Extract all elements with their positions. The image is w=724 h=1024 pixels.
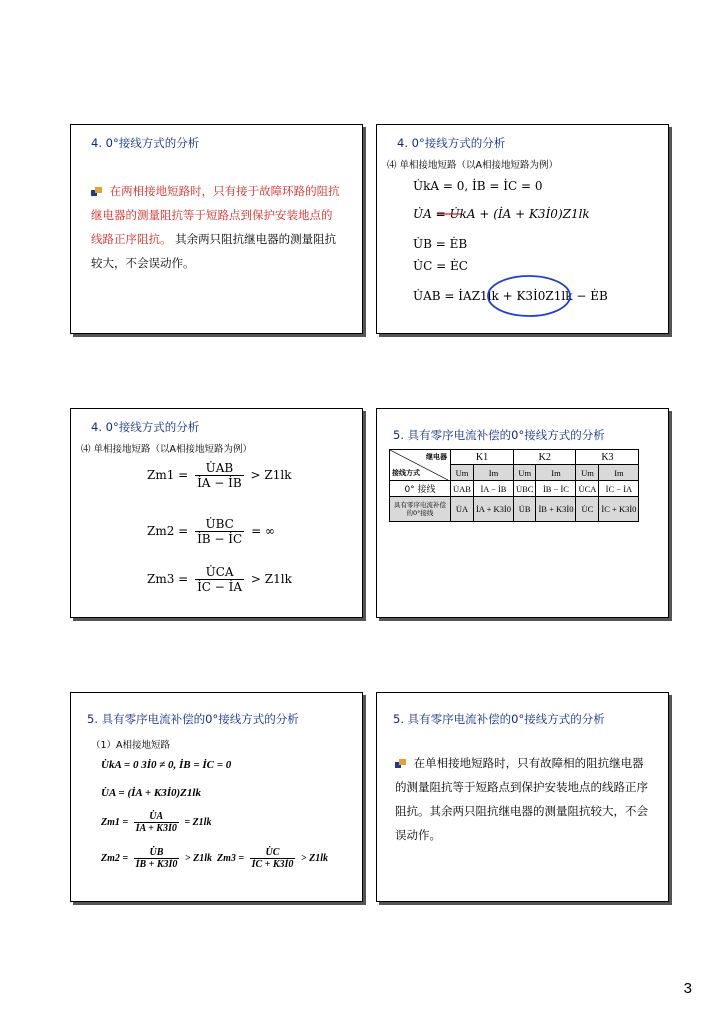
slide-title: 5. 具有零序电流补偿的0°接线方式的分析 <box>393 712 605 726</box>
strike-mark <box>435 205 465 223</box>
subheader: Um <box>513 465 535 481</box>
table-cell: İC − İA <box>599 481 639 497</box>
red-text: 在两相接地短路时，只有接于故障环路的阻抗继电器的测量阻抗等于短路点到保护安装地点的线路正序阻抗。 <box>91 184 340 246</box>
black-text: 其余两只阻抗继电器的测量阻抗较大，不会误动作。 <box>91 232 337 270</box>
subheader: Um <box>451 465 474 481</box>
slide-title: 4. 0°接线方式的分析 <box>397 136 506 150</box>
table-cell: U̇AB <box>451 481 474 497</box>
slide-subtitle: ⑷ 单相接地短路（以A相接地短路为例） <box>81 444 253 455</box>
equation-2: U̇A = U̇kA + (İA + K3İ0)Z1lk <box>413 207 590 221</box>
zm1-formula: Zm1 = $\frac{U̇A}{İA + K3İ0}$ = Z1lk <box>101 811 212 834</box>
slide-3 <box>70 408 363 618</box>
zm2-formula: Zm2 = $\frac{U̇BC}{İB - İC}$ = ∞ <box>147 517 275 546</box>
header-k2: K2 <box>513 450 576 465</box>
slide-title: 5. 具有零序电流补偿的0°接线方式的分析 <box>87 712 299 726</box>
subheader: Im <box>536 465 576 481</box>
page-number: 3 <box>683 980 692 997</box>
slide-6 <box>376 692 669 902</box>
equation-3: U̇B = ĖB <box>413 237 468 251</box>
zm3-formula: Zm3 = $\frac{U̇CA}{İC - İA}$ > Z1lk <box>147 565 292 594</box>
header-k3: K3 <box>576 450 639 465</box>
zm1-formula: Zm1 = $\frac{U̇AB}{İA - İB}$ > Z1lk <box>147 461 292 490</box>
table-corner: 继电器 接线方式 <box>390 450 451 481</box>
slide-2 <box>376 124 669 334</box>
slide-title: 4. 0°接线方式的分析 <box>91 136 200 150</box>
row-label: 0° 接线 <box>390 481 451 497</box>
table-cell: U̇B <box>513 497 535 522</box>
table-cell: U̇CA <box>576 481 599 497</box>
slide-subtitle: （1）A相接地短路 <box>91 740 171 751</box>
slide-subtitle: ⑷ 单相接地短路（以A相接地短路为例） <box>387 160 559 171</box>
bullet-icon <box>91 187 102 196</box>
table-cell: İB − İC <box>536 481 576 497</box>
slide-title: 5. 具有零序电流补偿的0°接线方式的分析 <box>393 428 605 442</box>
equation-4: U̇C = ĖC <box>413 259 468 273</box>
comparison-table <box>389 449 639 522</box>
zm2-formula: Zm2 = $\frac{U̇B}{İB + K3İ0}$ > Z1lk <box>101 847 213 870</box>
subheader: Um <box>576 465 599 481</box>
bullet-icon <box>395 759 406 768</box>
table-cell: İA − İB <box>473 481 513 497</box>
zm3-formula: Zm3 = $\frac{U̇C}{İC + K3İ0}$ > Z1lk <box>217 847 329 870</box>
highlight-circle <box>485 273 573 319</box>
equation-1: U̇kA = 0, İB = İC = 0 <box>413 179 543 193</box>
slide-5 <box>70 692 363 902</box>
slide-4 <box>376 408 669 618</box>
slide-paragraph: 在单相接地短路时，只有故障相的阻抗继电器的测量阻抗等于短路点到保护安装地点的线路正序阻抗。其余两只阻抗继电器的测量阻抗较大，不会误动作。 <box>395 756 648 842</box>
subheader: Im <box>473 465 513 481</box>
equation-5: U̇AB = İAZ1lk + K3İ0Z1lk − ĖB <box>413 289 608 303</box>
table-cell: U̇C <box>576 497 599 522</box>
table-cell: İC + K3İ0 <box>599 497 639 522</box>
slide-title: 4. 0°接线方式的分析 <box>91 420 200 434</box>
table-cell: U̇A <box>451 497 474 522</box>
table-cell: İB + K3İ0 <box>536 497 576 522</box>
equation-1: U̇kA = 0 3İ0 ≠ 0, İB = İC = 0 <box>101 759 232 771</box>
subheader: Im <box>599 465 639 481</box>
slide-paragraph <box>91 179 343 275</box>
slide-1 <box>70 124 363 334</box>
equation-2: U̇A = (İA + K3İ0)Z1lk <box>101 787 201 799</box>
table-cell: U̇BC <box>513 481 535 497</box>
table-cell: İA + K3İ0 <box>473 497 513 522</box>
header-k1: K1 <box>451 450 514 465</box>
row-label: 具有零序电流补偿的0°接线 <box>390 497 451 522</box>
